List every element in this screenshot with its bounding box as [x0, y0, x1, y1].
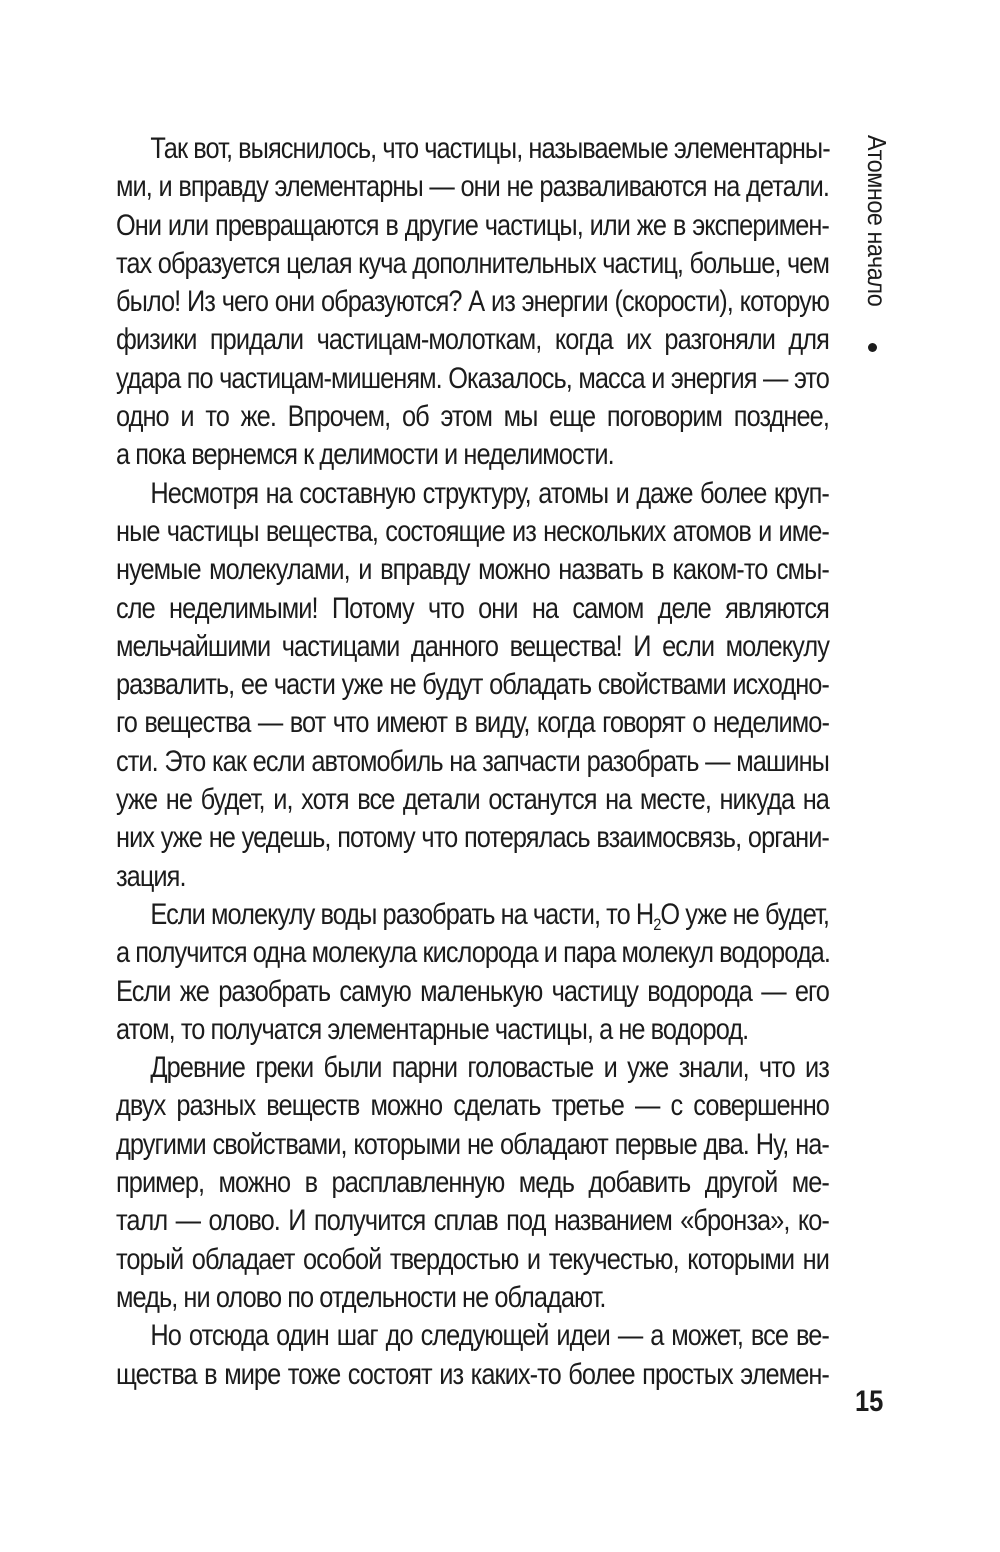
text-line: щества в мире тоже состоят из каких-то более простых элемен- — [116, 1357, 829, 1391]
text-line — [116, 896, 829, 934]
text-line: Если же разобрать самую маленькую частицу водорода — его — [116, 974, 829, 1008]
text-line: мельчайшими частицами данного вещества! И если молекулу — [116, 629, 829, 663]
text-line: го вещества — вот что имеют в виду, когда говорят о неделимо- — [116, 706, 829, 740]
text-line: развалить, ее части уже не будут обладать свойствами исходно- — [116, 668, 829, 702]
text-line: талл — олово. И получится сплав под названием «бронза», ко- — [116, 1204, 829, 1238]
text-line: а получится одна молекула кислорода и пара молекул водорода. — [116, 936, 830, 970]
text-line: Несмотря на составную структуру, атомы и даже более круп- — [150, 476, 829, 510]
text-line: Они или превращаются в другие частицы, или же в эксперимен- — [116, 208, 829, 242]
text-line: двух разных веществ можно сделать третье — с совершенно — [116, 1089, 829, 1123]
text-line: сти. Это как если автомобиль на запчасти разобрать — машины — [116, 744, 829, 778]
text-line: удара по частицам-мишеням. Оказалось, масса и энергия — это — [116, 361, 829, 395]
text-line: уже не будет, и, хотя все детали останутся на месте, никуда на — [116, 783, 829, 817]
bullet-icon — [868, 343, 877, 352]
text-line: ми, и вправду элементарны — они не разваливаются на детали. — [116, 170, 829, 204]
text-fragment: Если молекулу воды разобрать на части, то Н — [150, 897, 654, 931]
text-line: другими свойствами, которыми не обладают первые два. Ну, на- — [116, 1127, 829, 1161]
text-line: пример, можно в расплавленную медь добавить другой ме- — [116, 1166, 829, 1200]
text-line: сле неделимыми! Потому что они на самом деле являются — [116, 591, 829, 625]
text-line: них уже не уедешь, потому что потерялась взаимосвязь, органи- — [116, 821, 829, 855]
text-line: атом, то получатся элементарные частицы, а не водород. — [116, 1012, 749, 1046]
text-line: физики придали частицам-молоткам, когда их разгоняли для — [116, 323, 829, 357]
page-number: 15 — [855, 1385, 884, 1418]
text-fragment: О уже не будет, — [660, 897, 830, 931]
text-line: Но отсюда один шаг до следующей идеи — а может, все ве- — [150, 1319, 829, 1353]
text-line: Так вот, выяснилось, что частицы, называемые элементарны- — [150, 132, 830, 165]
text-line: торый обладает особой твердостью и текучестью, которыми ни — [116, 1242, 829, 1276]
text-line: тах образуется целая куча дополнительных частиц, больше, чем — [116, 246, 829, 280]
text-line: ные частицы вещества, состоящие из нескольких атомов и име- — [116, 514, 829, 548]
running-header: Атомное начало — [862, 135, 892, 307]
text-line: зация. — [116, 859, 186, 893]
text-line: Древние греки были парни головастые и уже знали, что из — [150, 1051, 829, 1085]
text-line: а пока вернемся к делимости и неделимости. — [116, 438, 614, 472]
text-line: было! Из чего они образуются? А из энергии (скорости), которую — [116, 285, 829, 319]
text-line: одно и то же. Впрочем, об этом мы еще поговорим позднее, — [116, 400, 829, 434]
body-text — [116, 130, 829, 1394]
text-line: медь, ни олово по отдельности не обладают. — [116, 1280, 606, 1314]
text-line: нуемые молекулами, и вправду можно назвать в каком-то смы- — [116, 553, 829, 587]
subscript: 2 — [653, 914, 661, 934]
